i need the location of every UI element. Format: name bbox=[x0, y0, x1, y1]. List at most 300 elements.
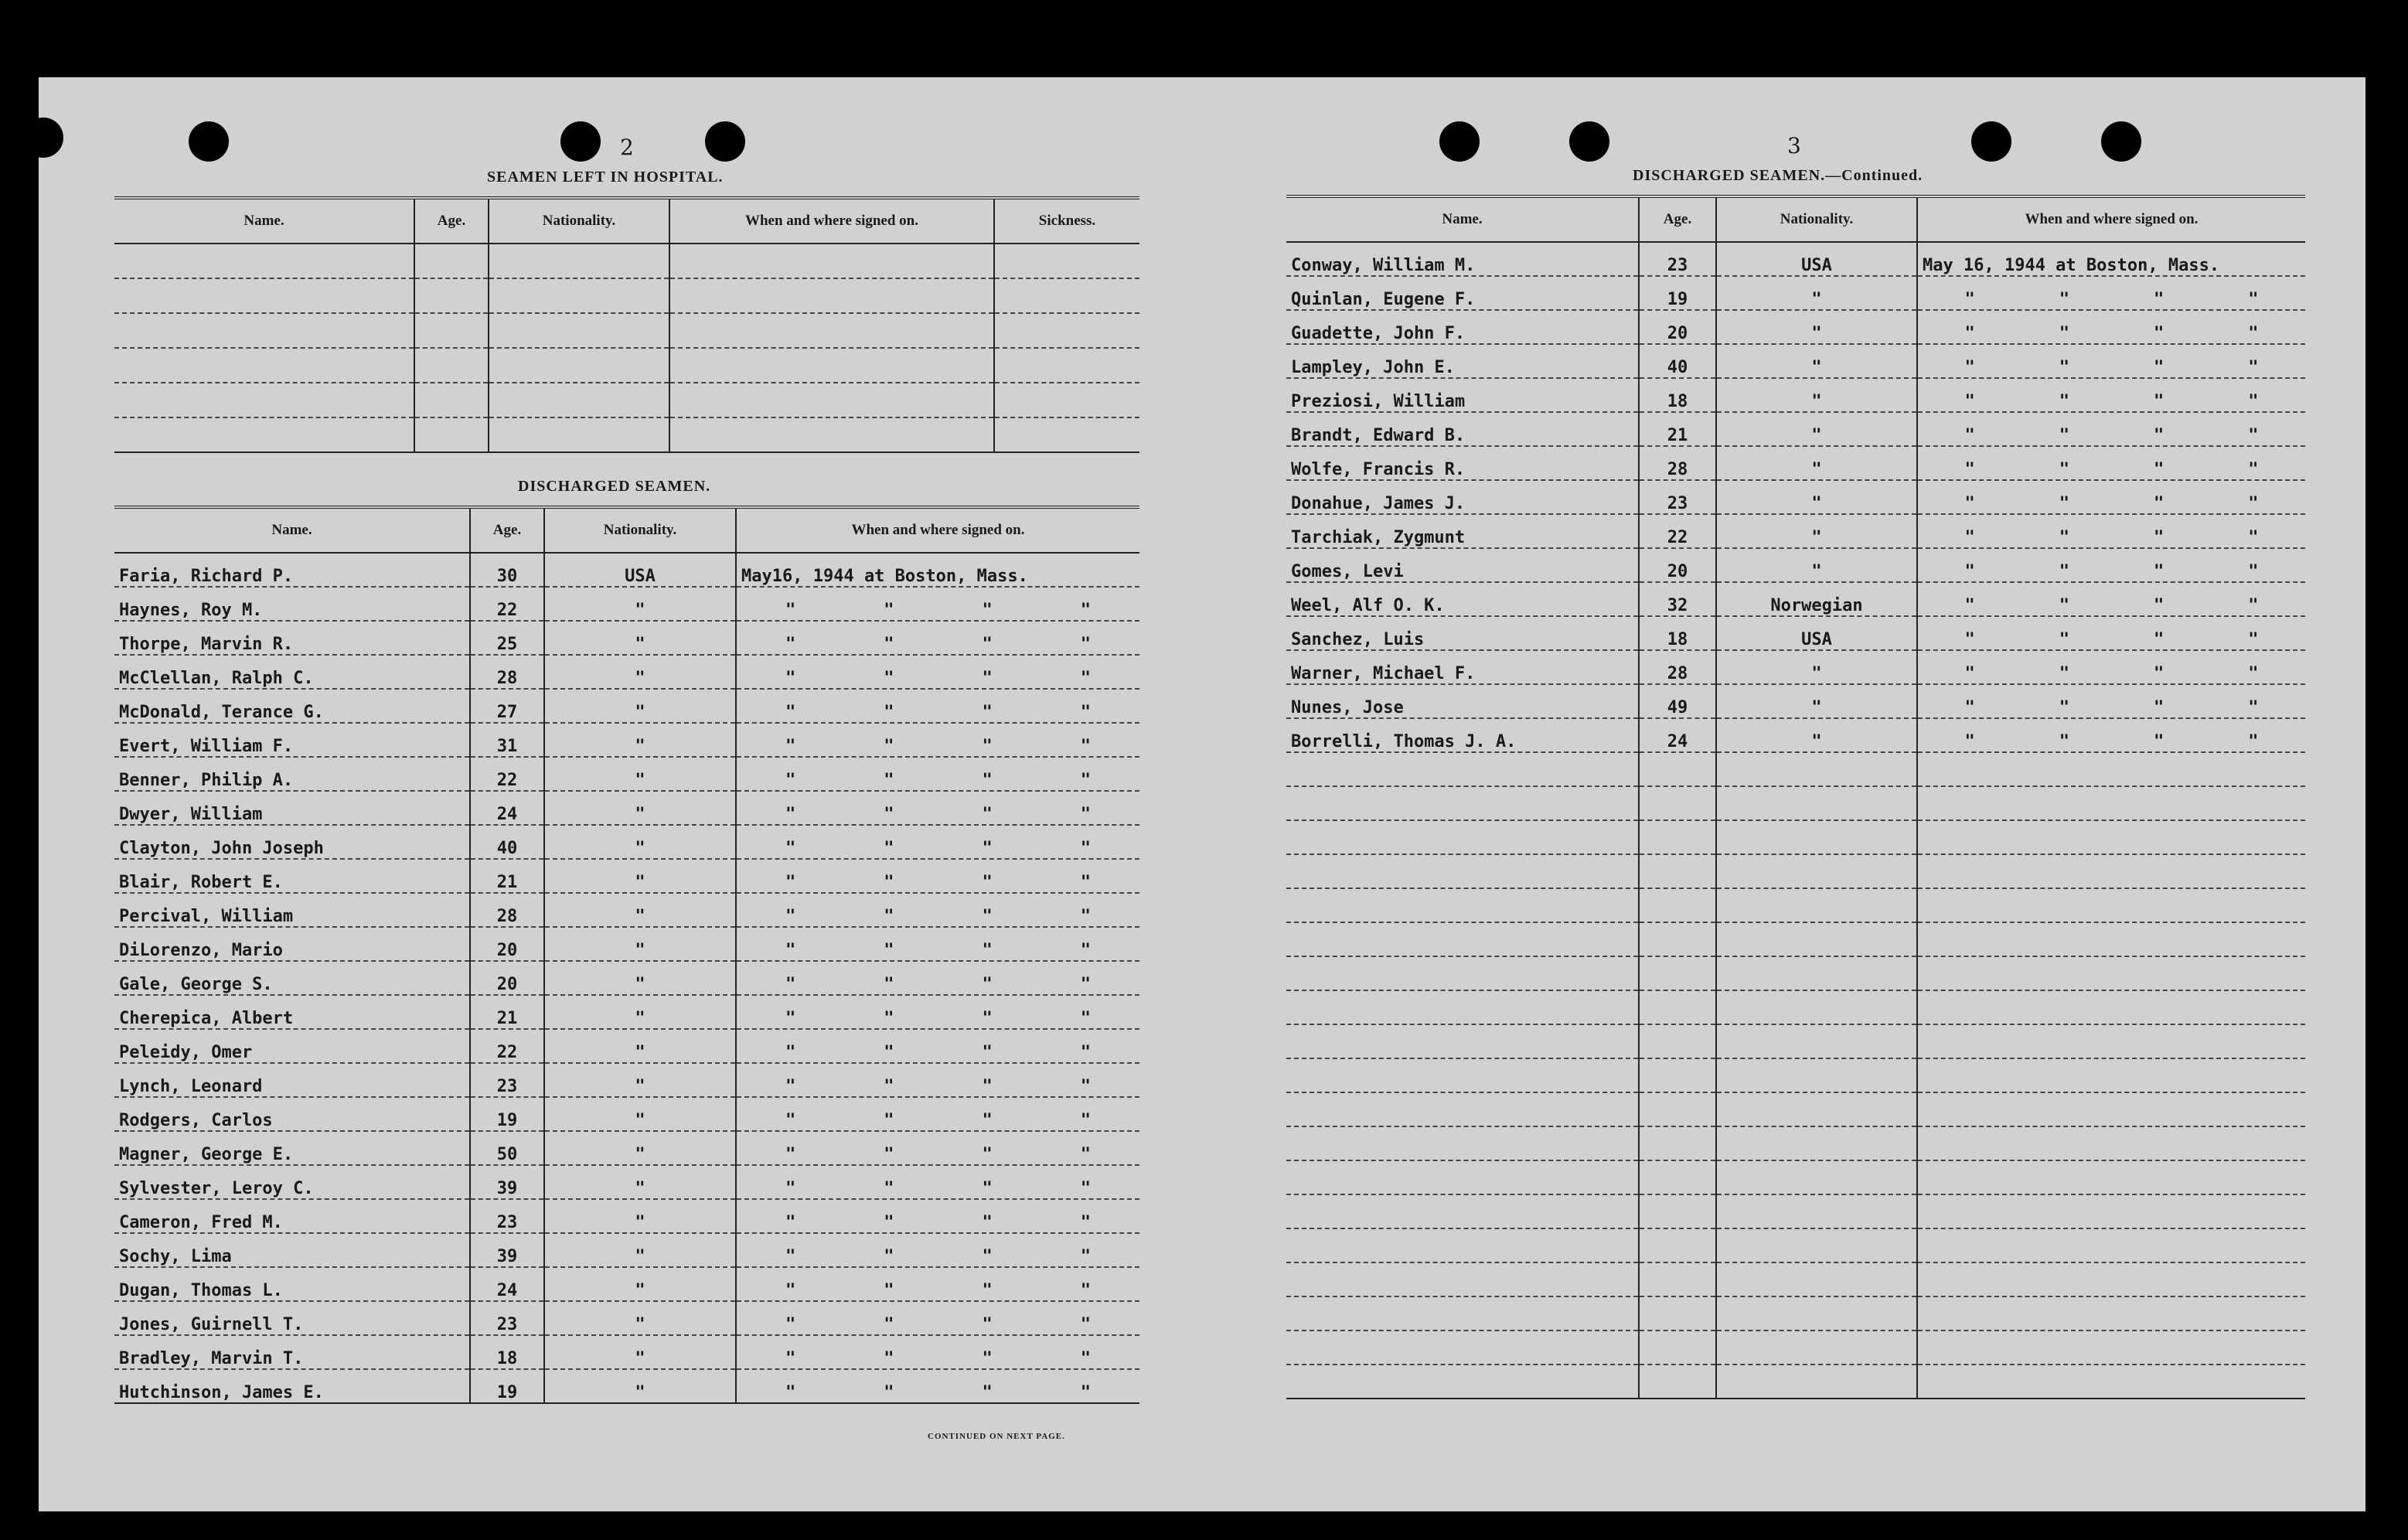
seaman-name: Rodgers, Carlos bbox=[114, 1097, 470, 1131]
empty-cell bbox=[489, 244, 669, 278]
signed-on bbox=[1917, 378, 2305, 412]
ditto-mark: " bbox=[1964, 596, 1975, 615]
ditto-mark: " bbox=[982, 635, 993, 654]
table-row bbox=[114, 655, 1139, 689]
signed-on bbox=[1917, 548, 2305, 582]
signed-on bbox=[736, 723, 1139, 757]
discharged-table bbox=[114, 506, 1139, 1404]
table-row bbox=[1286, 310, 2305, 344]
table-row bbox=[114, 244, 1139, 278]
seaman-age bbox=[1639, 1330, 1716, 1365]
ditto-mark: " bbox=[982, 737, 993, 756]
seaman-name: Peleidy, Omer bbox=[114, 1029, 470, 1063]
seaman-nationality: " bbox=[1716, 548, 1917, 582]
seaman-nationality: " bbox=[1716, 378, 1917, 412]
ditto-mark: " bbox=[1964, 664, 1975, 683]
ditto-mark: " bbox=[1080, 1009, 1091, 1028]
empty-cell bbox=[414, 348, 489, 383]
ditto-mark: " bbox=[884, 771, 894, 790]
seaman-nationality: " bbox=[1716, 412, 1917, 446]
seaman-age: 25 bbox=[470, 621, 544, 655]
ditto-mark: " bbox=[2059, 562, 2069, 581]
ditto-mark: " bbox=[1964, 698, 1975, 717]
column-header: Age. bbox=[414, 198, 489, 244]
table-row bbox=[1286, 344, 2305, 378]
seaman-age: 32 bbox=[1639, 582, 1716, 616]
table-row bbox=[1286, 242, 2305, 276]
ditto-marks bbox=[741, 737, 1135, 756]
ditto-mark: " bbox=[785, 1213, 796, 1232]
seaman-nationality: " bbox=[544, 1097, 736, 1131]
ditto-mark: " bbox=[884, 975, 894, 994]
seaman-name: Lynch, Leonard bbox=[114, 1063, 470, 1097]
seaman-age bbox=[1639, 990, 1716, 1024]
seaman-age: 28 bbox=[470, 893, 544, 927]
seaman-age: 23 bbox=[470, 1199, 544, 1233]
ditto-mark: " bbox=[884, 1247, 894, 1266]
seaman-nationality: " bbox=[544, 825, 736, 859]
table-row bbox=[1286, 1228, 2305, 1262]
table-row bbox=[1286, 956, 2305, 990]
seaman-age: 31 bbox=[470, 723, 544, 757]
signed-on bbox=[736, 1029, 1139, 1063]
seaman-nationality bbox=[1716, 1262, 1917, 1296]
ditto-mark: " bbox=[785, 1009, 796, 1028]
seaman-name: Gomes, Levi bbox=[1286, 548, 1639, 582]
table-row bbox=[114, 1301, 1139, 1335]
seaman-age: 20 bbox=[1639, 548, 1716, 582]
left-page bbox=[39, 77, 1206, 1511]
seaman-age bbox=[1639, 1262, 1716, 1296]
column-header: Sickness. bbox=[994, 198, 1139, 244]
ditto-mark: " bbox=[785, 635, 796, 654]
seaman-name bbox=[1286, 888, 1639, 922]
table-row bbox=[114, 621, 1139, 655]
ditto-mark: " bbox=[2248, 358, 2259, 377]
seaman-name bbox=[1286, 1160, 1639, 1194]
ditto-mark: " bbox=[884, 1213, 894, 1232]
signed-on: May16, 1944 at Boston, Mass. bbox=[736, 553, 1139, 587]
seaman-name bbox=[1286, 1058, 1639, 1092]
ditto-marks bbox=[1923, 324, 2301, 343]
seaman-nationality: " bbox=[544, 791, 736, 825]
seaman-nationality: " bbox=[1716, 718, 1917, 752]
table-row bbox=[1286, 412, 2305, 446]
empty-cell bbox=[114, 244, 414, 278]
signed-on bbox=[1917, 1160, 2305, 1194]
ditto-mark: " bbox=[2248, 528, 2259, 547]
seaman-name bbox=[1286, 786, 1639, 820]
empty-cell bbox=[994, 383, 1139, 417]
seaman-nationality bbox=[1716, 1092, 1917, 1126]
ditto-marks bbox=[741, 1281, 1135, 1300]
seaman-nationality: " bbox=[1716, 344, 1917, 378]
ditto-mark: " bbox=[982, 1383, 993, 1402]
ditto-mark: " bbox=[1964, 358, 1975, 377]
seaman-age: 28 bbox=[1639, 650, 1716, 684]
seaman-nationality: " bbox=[544, 961, 736, 995]
signed-on bbox=[1917, 514, 2305, 548]
signed-on: May 16, 1944 at Boston, Mass. bbox=[1917, 242, 2305, 276]
seaman-name bbox=[1286, 1365, 1639, 1399]
ditto-mark: " bbox=[982, 941, 993, 960]
ditto-mark: " bbox=[884, 1383, 894, 1402]
ditto-mark: " bbox=[884, 907, 894, 926]
ditto-marks bbox=[741, 1111, 1135, 1130]
signed-on bbox=[736, 1267, 1139, 1301]
seaman-name bbox=[1286, 922, 1639, 956]
signed-on bbox=[736, 587, 1139, 621]
ditto-mark: " bbox=[982, 975, 993, 994]
empty-cell bbox=[114, 383, 414, 417]
punch-hole bbox=[23, 118, 63, 158]
seaman-nationality bbox=[1716, 1365, 1917, 1399]
column-header: Nationality. bbox=[1716, 196, 1917, 242]
ditto-mark: " bbox=[785, 771, 796, 790]
seaman-name: Blair, Robert E. bbox=[114, 859, 470, 893]
ditto-mark: " bbox=[2248, 562, 2259, 581]
table-row bbox=[1286, 276, 2305, 310]
ditto-mark: " bbox=[982, 1315, 993, 1334]
ditto-mark: " bbox=[2059, 528, 2069, 547]
signed-on bbox=[1917, 1194, 2305, 1228]
ditto-mark: " bbox=[884, 1145, 894, 1164]
seaman-name: Sylvester, Leroy C. bbox=[114, 1165, 470, 1199]
ditto-marks bbox=[741, 1213, 1135, 1232]
seaman-name: Haynes, Roy M. bbox=[114, 587, 470, 621]
seaman-name: Quinlan, Eugene F. bbox=[1286, 276, 1639, 310]
table-row bbox=[1286, 1262, 2305, 1296]
discharged-continued-table bbox=[1286, 195, 2305, 1399]
ditto-mark: " bbox=[2154, 698, 2164, 717]
seaman-name: Tarchiak, Zygmunt bbox=[1286, 514, 1639, 548]
punch-hole bbox=[1439, 121, 1480, 162]
seaman-name: Jones, Guirnell T. bbox=[114, 1301, 470, 1335]
seaman-nationality: " bbox=[544, 1233, 736, 1267]
seaman-age: 22 bbox=[470, 587, 544, 621]
ditto-mark: " bbox=[1964, 392, 1975, 411]
seaman-age: 24 bbox=[470, 1267, 544, 1301]
signed-on bbox=[1917, 1262, 2305, 1296]
ditto-mark: " bbox=[1964, 494, 1975, 513]
seaman-nationality: " bbox=[544, 1165, 736, 1199]
seaman-nationality bbox=[1716, 1194, 1917, 1228]
table-row bbox=[1286, 1194, 2305, 1228]
ditto-marks bbox=[741, 1145, 1135, 1164]
ditto-mark: " bbox=[1080, 1179, 1091, 1198]
ditto-mark: " bbox=[1964, 732, 1975, 751]
column-header: Nationality. bbox=[489, 198, 669, 244]
table-row bbox=[114, 587, 1139, 621]
seaman-age: 50 bbox=[470, 1131, 544, 1165]
table-row bbox=[114, 927, 1139, 961]
empty-cell bbox=[489, 383, 669, 417]
ditto-mark: " bbox=[1080, 635, 1091, 654]
ditto-mark: " bbox=[2059, 664, 2069, 683]
table-row bbox=[1286, 1126, 2305, 1160]
hospital-section-title: SEAMEN LEFT IN HOSPITAL. bbox=[487, 169, 724, 186]
ditto-mark: " bbox=[2059, 324, 2069, 343]
seaman-age: 20 bbox=[1639, 310, 1716, 344]
seaman-name: DiLorenzo, Mario bbox=[114, 927, 470, 961]
seaman-age: 30 bbox=[470, 553, 544, 587]
seaman-age: 28 bbox=[470, 655, 544, 689]
ditto-marks bbox=[1923, 358, 2301, 377]
seaman-nationality: " bbox=[544, 927, 736, 961]
ditto-mark: " bbox=[2154, 460, 2164, 479]
ditto-marks bbox=[1923, 596, 2301, 615]
ditto-mark: " bbox=[785, 1281, 796, 1300]
ditto-mark: " bbox=[1080, 1043, 1091, 1062]
punch-hole bbox=[2101, 121, 2141, 162]
seaman-age bbox=[1639, 854, 1716, 888]
table-row bbox=[114, 689, 1139, 723]
table-row bbox=[1286, 1330, 2305, 1365]
ditto-mark: " bbox=[785, 1247, 796, 1266]
table-row bbox=[1286, 582, 2305, 616]
ditto-mark: " bbox=[1080, 601, 1091, 620]
ditto-mark: " bbox=[884, 1349, 894, 1368]
signed-on bbox=[736, 655, 1139, 689]
signed-on bbox=[1917, 480, 2305, 514]
ditto-mark: " bbox=[1080, 1383, 1091, 1402]
seaman-name bbox=[1286, 1228, 1639, 1262]
seaman-name: Thorpe, Marvin R. bbox=[114, 621, 470, 655]
signed-on bbox=[736, 1233, 1139, 1267]
signed-on bbox=[1917, 786, 2305, 820]
ditto-mark: " bbox=[1080, 737, 1091, 756]
seaman-name bbox=[1286, 752, 1639, 786]
signed-on bbox=[1917, 1058, 2305, 1092]
seaman-nationality: " bbox=[544, 587, 736, 621]
table-row bbox=[1286, 752, 2305, 786]
seaman-nationality: USA bbox=[1716, 616, 1917, 650]
ditto-mark: " bbox=[2248, 630, 2259, 649]
ditto-mark: " bbox=[2154, 494, 2164, 513]
table-row bbox=[1286, 1024, 2305, 1058]
ditto-mark: " bbox=[2059, 460, 2069, 479]
ditto-mark: " bbox=[982, 1009, 993, 1028]
table-row bbox=[114, 791, 1139, 825]
ditto-mark: " bbox=[2154, 664, 2164, 683]
ditto-mark: " bbox=[884, 1281, 894, 1300]
ditto-mark: " bbox=[884, 1315, 894, 1334]
table-row bbox=[1286, 1160, 2305, 1194]
table-row bbox=[1286, 446, 2305, 480]
ditto-marks bbox=[741, 669, 1135, 688]
ditto-mark: " bbox=[982, 601, 993, 620]
seaman-age bbox=[1639, 1024, 1716, 1058]
table-row bbox=[114, 893, 1139, 927]
table-row bbox=[114, 1267, 1139, 1301]
ditto-mark: " bbox=[785, 975, 796, 994]
discharged-continued-title: DISCHARGED SEAMEN.—Continued. bbox=[1633, 167, 1923, 184]
seaman-nationality: " bbox=[544, 1369, 736, 1403]
seaman-name: Weel, Alf O. K. bbox=[1286, 582, 1639, 616]
ditto-mark: " bbox=[884, 1077, 894, 1096]
signed-on bbox=[1917, 1024, 2305, 1058]
seaman-age bbox=[1639, 1228, 1716, 1262]
ditto-mark: " bbox=[982, 1349, 993, 1368]
signed-on bbox=[1917, 854, 2305, 888]
seaman-name: McClellan, Ralph C. bbox=[114, 655, 470, 689]
seaman-nationality bbox=[1716, 752, 1917, 786]
signed-on bbox=[736, 927, 1139, 961]
ditto-mark: " bbox=[1964, 528, 1975, 547]
punch-hole bbox=[1971, 121, 2011, 162]
ditto-mark: " bbox=[884, 1179, 894, 1198]
punch-hole bbox=[560, 121, 601, 162]
ditto-marks bbox=[1923, 460, 2301, 479]
empty-cell bbox=[489, 278, 669, 313]
seaman-name: Hutchinson, James E. bbox=[114, 1369, 470, 1403]
table-row bbox=[114, 1233, 1139, 1267]
seaman-nationality: USA bbox=[544, 553, 736, 587]
signed-on bbox=[736, 1301, 1139, 1335]
page-number: 2 bbox=[620, 135, 634, 160]
signed-on bbox=[736, 893, 1139, 927]
seaman-age: 39 bbox=[470, 1165, 544, 1199]
seaman-nationality: " bbox=[544, 1131, 736, 1165]
ditto-mark: " bbox=[1080, 805, 1091, 824]
seaman-name: Magner, George E. bbox=[114, 1131, 470, 1165]
empty-cell bbox=[994, 278, 1139, 313]
seaman-nationality bbox=[1716, 1330, 1917, 1365]
ditto-marks bbox=[741, 975, 1135, 994]
empty-cell bbox=[994, 348, 1139, 383]
ditto-mark: " bbox=[884, 805, 894, 824]
ditto-mark: " bbox=[1964, 562, 1975, 581]
ditto-mark: " bbox=[785, 805, 796, 824]
ditto-mark: " bbox=[1080, 1281, 1091, 1300]
seaman-nationality bbox=[1716, 820, 1917, 854]
column-header: When and where signed on. bbox=[669, 198, 994, 244]
ditto-mark: " bbox=[785, 1145, 796, 1164]
seaman-nationality: " bbox=[1716, 650, 1917, 684]
seaman-age: 27 bbox=[470, 689, 544, 723]
ditto-mark: " bbox=[982, 907, 993, 926]
signed-on bbox=[1917, 1365, 2305, 1399]
seaman-name: Dugan, Thomas L. bbox=[114, 1267, 470, 1301]
seaman-age: 49 bbox=[1639, 684, 1716, 718]
table-row bbox=[1286, 1365, 2305, 1399]
ditto-mark: " bbox=[982, 1077, 993, 1096]
ditto-mark: " bbox=[2154, 562, 2164, 581]
ditto-mark: " bbox=[2248, 732, 2259, 751]
column-header: Nationality. bbox=[544, 507, 736, 553]
ditto-mark: " bbox=[785, 1111, 796, 1130]
seaman-name: Brandt, Edward B. bbox=[1286, 412, 1639, 446]
seaman-name: Cameron, Fred M. bbox=[114, 1199, 470, 1233]
seaman-name: Conway, William M. bbox=[1286, 242, 1639, 276]
ditto-mark: " bbox=[785, 1179, 796, 1198]
ditto-marks bbox=[1923, 698, 2301, 717]
ditto-mark: " bbox=[1080, 1145, 1091, 1164]
ditto-mark: " bbox=[884, 1009, 894, 1028]
seaman-nationality bbox=[1716, 922, 1917, 956]
signed-on bbox=[736, 757, 1139, 791]
seaman-nationality: " bbox=[1716, 446, 1917, 480]
ditto-mark: " bbox=[1080, 1315, 1091, 1334]
seaman-name: Percival, William bbox=[114, 893, 470, 927]
seaman-nationality: " bbox=[544, 1335, 736, 1369]
ditto-mark: " bbox=[982, 771, 993, 790]
seaman-name: Wolfe, Francis R. bbox=[1286, 446, 1639, 480]
table-row bbox=[114, 1335, 1139, 1369]
ditto-mark: " bbox=[982, 1043, 993, 1062]
ditto-marks bbox=[1923, 426, 2301, 445]
seaman-nationality: USA bbox=[1716, 242, 1917, 276]
ditto-mark: " bbox=[884, 1111, 894, 1130]
seaman-nationality: " bbox=[544, 1063, 736, 1097]
seaman-age: 40 bbox=[470, 825, 544, 859]
ditto-mark: " bbox=[982, 1213, 993, 1232]
signed-on bbox=[1917, 446, 2305, 480]
ditto-marks bbox=[741, 941, 1135, 960]
seaman-name bbox=[1286, 1092, 1639, 1126]
table-row bbox=[1286, 650, 2305, 684]
seaman-name: Clayton, John Joseph bbox=[114, 825, 470, 859]
signed-on bbox=[736, 689, 1139, 723]
seaman-age: 23 bbox=[470, 1301, 544, 1335]
seaman-nationality: " bbox=[544, 1301, 736, 1335]
table-row bbox=[1286, 378, 2305, 412]
seaman-nationality bbox=[1716, 1024, 1917, 1058]
ditto-marks bbox=[1923, 494, 2301, 513]
seaman-name: Warner, Michael F. bbox=[1286, 650, 1639, 684]
signed-on bbox=[1917, 990, 2305, 1024]
ditto-mark: " bbox=[2248, 698, 2259, 717]
ditto-marks bbox=[1923, 528, 2301, 547]
ditto-mark: " bbox=[884, 839, 894, 858]
empty-cell bbox=[114, 417, 414, 452]
seaman-age: 28 bbox=[1639, 446, 1716, 480]
table-row bbox=[114, 995, 1139, 1029]
seaman-age bbox=[1639, 1126, 1716, 1160]
signed-on bbox=[1917, 888, 2305, 922]
ditto-mark: " bbox=[2248, 290, 2259, 309]
seaman-name: Preziosi, William bbox=[1286, 378, 1639, 412]
ditto-mark: " bbox=[2154, 528, 2164, 547]
hospital-table bbox=[114, 196, 1139, 453]
seaman-name bbox=[1286, 1330, 1639, 1365]
ditto-mark: " bbox=[785, 601, 796, 620]
punch-hole bbox=[189, 121, 229, 162]
seaman-name: Dwyer, William bbox=[114, 791, 470, 825]
seaman-age bbox=[1639, 956, 1716, 990]
ditto-mark: " bbox=[2248, 460, 2259, 479]
ditto-mark: " bbox=[2154, 630, 2164, 649]
seaman-age: 22 bbox=[470, 757, 544, 791]
ditto-mark: " bbox=[1080, 873, 1091, 892]
seaman-name bbox=[1286, 820, 1639, 854]
seaman-nationality: " bbox=[544, 757, 736, 791]
punch-hole bbox=[1569, 121, 1609, 162]
ditto-mark: " bbox=[884, 873, 894, 892]
table-row bbox=[114, 1097, 1139, 1131]
seaman-name: Lampley, John E. bbox=[1286, 344, 1639, 378]
signed-on bbox=[1917, 752, 2305, 786]
seaman-age: 21 bbox=[470, 859, 544, 893]
signed-on bbox=[1917, 820, 2305, 854]
seaman-age: 21 bbox=[1639, 412, 1716, 446]
seaman-name bbox=[1286, 1296, 1639, 1330]
seaman-age: 24 bbox=[1639, 718, 1716, 752]
column-header: Name. bbox=[114, 507, 470, 553]
table-row bbox=[1286, 514, 2305, 548]
table-row bbox=[114, 1131, 1139, 1165]
seaman-age: 39 bbox=[470, 1233, 544, 1267]
